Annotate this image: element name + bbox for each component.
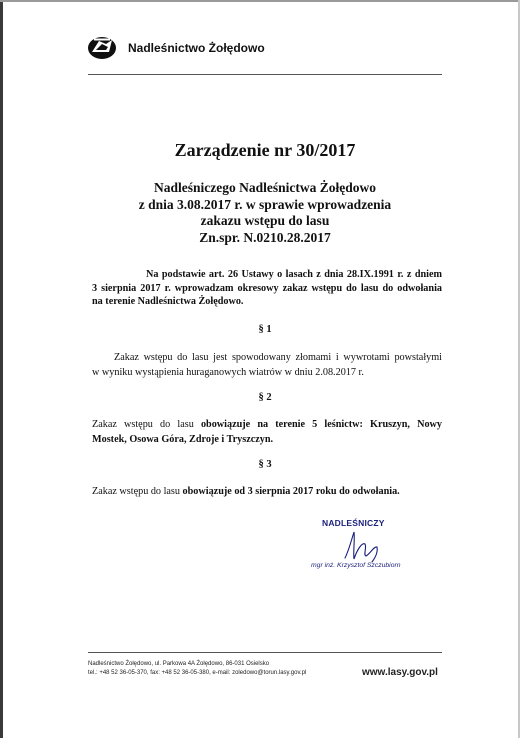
lasy-panstwowe-logo-icon bbox=[86, 35, 120, 61]
subtitle-line: z dnia 3.08.2017 r. w sprawie wprowadzenia bbox=[138, 196, 392, 212]
section-2-line bbox=[92, 417, 442, 432]
intro-line: 3 sierpnia 2017 r. wprowadzam okresowy zakaz wstępu do lasu do odwołania bbox=[92, 282, 442, 294]
subtitle-line: Nadleśniczego Nadleśnictwa Żołędowo bbox=[154, 180, 376, 195]
intro-line: na terenie Nadleśnictwa Żołędowo. bbox=[92, 296, 244, 307]
footer-website: www.lasy.gov.pl bbox=[362, 667, 438, 678]
section-3-bold-text: obowiązuje od 3 sierpnia 2017 roku do odwołania. bbox=[182, 486, 400, 497]
header-divider bbox=[88, 74, 442, 75]
document-subtitle bbox=[88, 180, 442, 246]
letterhead bbox=[86, 36, 265, 60]
section-2-mark: § 2 bbox=[258, 392, 272, 403]
section-2-bold-text-cont: Mostek, Osowa Góra, Zdroje i Tryszczyn. bbox=[92, 434, 274, 445]
section-2-text bbox=[92, 417, 442, 447]
section-3-text bbox=[92, 484, 442, 499]
section-3-mark: § 3 bbox=[258, 459, 272, 470]
organization-name: Nadleśnictwo Żołędowo bbox=[128, 41, 265, 55]
signer-title-stamp: NADLEŚNICZY bbox=[322, 518, 385, 528]
document-title: Zarządzenie nr 30/2017 bbox=[174, 140, 356, 160]
scan-edge-top bbox=[0, 0, 520, 2]
handwritten-signature bbox=[340, 528, 386, 564]
footer-address: Nadleśnictwo Żołędowo, ul. Parkowa 4A Żołędowo, 86-031 Osielsko bbox=[88, 661, 270, 667]
section-1-mark: § 1 bbox=[258, 324, 272, 335]
footer-phone-email: tel.: +48 52 36-05-370, fax: +48 52 36-05-380, e-mail: zoledowo@torun.lasy.gov.pl bbox=[88, 670, 307, 676]
scan-edge-left bbox=[0, 0, 3, 738]
intro-line: Na podstawie art. 26 Ustawy o lasach z dnia 28.IX.1991 r. z dniem bbox=[146, 269, 442, 280]
section-1-text bbox=[92, 350, 442, 380]
footer-contact bbox=[88, 660, 306, 678]
intro-paragraph bbox=[92, 268, 442, 309]
section-1-line: Zakaz wstępu do lasu jest spowodowany złomami i wywrotami powstałymi bbox=[114, 352, 442, 363]
case-number: Zn.spr. N.0210.28.2017 bbox=[199, 229, 331, 245]
footer-divider bbox=[88, 652, 442, 653]
subtitle-line: zakazu wstępu do lasu bbox=[200, 213, 330, 228]
section-2-normal-text: Zakaz wstępu do lasu bbox=[92, 419, 201, 430]
section-2-line bbox=[92, 432, 442, 447]
section-1-line: w wyniku wystąpienia huraganowych wiatrów w dniu 2.08.2017 r. bbox=[92, 367, 364, 378]
signer-name: mgr inż. Krzysztof Szczubiorn bbox=[311, 562, 401, 569]
section-2-bold-text: obowiązuje na terenie 5 leśnictw: Kruszyn, Nowy bbox=[200, 419, 442, 430]
section-3-normal-text: Zakaz wstępu do lasu bbox=[92, 486, 183, 497]
